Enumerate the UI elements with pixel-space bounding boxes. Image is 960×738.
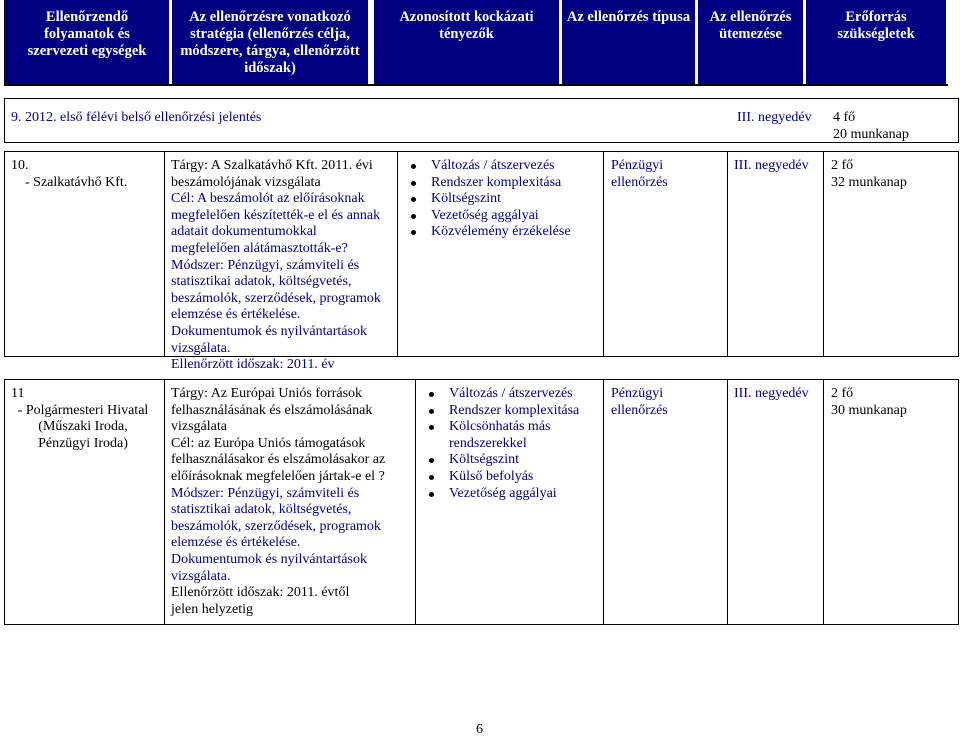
risk-item: Vezetőség aggályai xyxy=(407,208,571,225)
header-risks xyxy=(374,0,559,84)
header-resources-line: Erőforrás xyxy=(845,9,907,25)
row-strategy xyxy=(171,158,381,374)
risk-item: Változás / átszervezés xyxy=(425,386,579,403)
strategy-line: jelen helyzetig xyxy=(171,601,254,617)
strategy-line: megfelelően alátámasztották-e? xyxy=(171,240,348,256)
table-row xyxy=(4,151,959,373)
risk-item: Külső befolyás xyxy=(425,469,579,486)
strategy-line: Cél: A beszámolót az előírásoknak xyxy=(171,191,365,207)
strategy-line: beszámolójának vizsgálata xyxy=(171,174,321,190)
risk-list xyxy=(425,386,579,502)
risk-item: Költségszint xyxy=(407,191,571,208)
header-bottom-border xyxy=(4,84,948,86)
column-divider xyxy=(727,152,728,356)
strategy-line: beszámolók, szerződések, programok xyxy=(171,290,381,306)
header-units-line: szervezeti egységek xyxy=(27,43,147,59)
strategy-line: vizsgálata xyxy=(171,419,227,435)
header-resources xyxy=(806,0,946,84)
strategy-line: Ellenőrzött időszak: 2011. év xyxy=(171,357,335,373)
strategy-line: statisztikai adatok, költségvetés, xyxy=(171,274,352,290)
type-line: Pénzügyi xyxy=(611,386,664,401)
risk-item: Változás / átszervezés xyxy=(407,158,571,175)
strategy-line: felhasználásának és elszámolásának xyxy=(171,402,373,418)
strategy-line: előírásoknak megfelelően jártak-e el ? xyxy=(171,468,385,484)
header-risks-line: tényezők xyxy=(439,26,494,42)
row-type xyxy=(611,158,668,191)
strategy-line: Tárgy: A Szalkatávhő Kft. 2011. évi xyxy=(171,158,373,173)
row-number: 11 xyxy=(11,386,25,401)
header-strategy-line: stratégia (ellenőrzés célja, xyxy=(190,26,350,42)
risk-item: Költségszint xyxy=(425,452,579,469)
column-divider xyxy=(164,152,165,356)
header-risks-line: Azonosított kockázati xyxy=(399,9,534,25)
header-strategy-line: módszere, tárgya, ellenőrzött xyxy=(180,43,360,59)
header-strategy-line: időszak) xyxy=(244,60,296,76)
table-header xyxy=(0,0,948,86)
column-divider xyxy=(397,152,398,356)
resource-line: 32 munkanap xyxy=(831,174,907,190)
row-unit xyxy=(11,158,127,191)
type-line: Pénzügyi xyxy=(611,158,664,173)
strategy-line: beszámolók, szerződések, programok xyxy=(171,518,381,534)
strategy-line: Ellenőrzött időszak: 2011. évtől xyxy=(171,585,350,601)
strategy-line: megfelelően készítették-e el és annak xyxy=(171,207,381,223)
header-type xyxy=(562,0,695,84)
header-schedule-line: ütemezése xyxy=(719,26,782,42)
row-unit-name: Pénzügyi Iroda) xyxy=(38,435,128,451)
type-line: ellenőrzés xyxy=(611,402,668,418)
row-unit-name: (Műszaki Iroda, xyxy=(38,419,128,435)
table-row xyxy=(4,379,959,625)
type-line: ellenőrzés xyxy=(611,174,668,190)
header-units xyxy=(5,0,169,84)
row-strategy xyxy=(171,386,385,618)
strategy-line: vizsgálata. xyxy=(171,340,231,356)
column-divider xyxy=(164,380,165,624)
row-resources xyxy=(831,386,907,419)
section-resource-people: 4 fő xyxy=(833,110,856,125)
header-schedule-line: Az ellenőrzés xyxy=(709,9,792,25)
risk-item: Rendszer komplexitása xyxy=(407,175,571,192)
risk-item: Rendszer komplexitása xyxy=(425,403,579,420)
row-unit-name: - Szalkatávhő Kft. xyxy=(25,174,128,190)
column-divider xyxy=(415,380,416,624)
resource-line: 2 fő xyxy=(831,386,854,401)
strategy-line: Módszer: Pénzügyi, számviteli és xyxy=(171,485,360,501)
section-quarter: III. negyedév xyxy=(737,110,812,125)
header-units-line: Ellenőrzendő xyxy=(45,9,129,25)
strategy-line: Cél: az Európa Uniós támogatások xyxy=(171,435,366,451)
strategy-line: Módszer: Pénzügyi, számviteli és xyxy=(171,257,360,273)
header-type-line: Az ellenőrzés típusa xyxy=(566,9,691,25)
strategy-line: adatait dokumentumokkal xyxy=(171,224,317,240)
row-schedule: III. negyedév xyxy=(734,386,809,401)
resource-line: 2 fő xyxy=(831,158,854,173)
strategy-line: Dokumentumok és nyilvántartások xyxy=(171,323,367,339)
row-unit xyxy=(11,386,155,452)
risk-item: Vezetőség aggályai xyxy=(425,486,579,503)
column-divider xyxy=(603,380,604,624)
risk-item: Kölcsönhatás más xyxy=(425,419,579,436)
risk-item-continuation: rendszerekkel xyxy=(449,435,527,451)
strategy-line: Tárgy: Az Európai Uniós források xyxy=(171,386,363,401)
section-title: 9. 2012. első félévi belső ellenőrzési jelentés xyxy=(11,110,262,125)
resource-line: 30 munkanap xyxy=(831,402,907,418)
row-resources xyxy=(831,158,907,191)
header-units-line: folyamatok és xyxy=(44,26,130,42)
header-strategy xyxy=(172,0,368,84)
strategy-line: elemzése és értékelése. xyxy=(171,307,301,323)
row-schedule: III. negyedév xyxy=(734,158,809,173)
section-resource-days: 20 munkanap xyxy=(833,127,909,142)
strategy-line: elemzése és értékelése. xyxy=(171,535,301,551)
column-divider xyxy=(727,380,728,624)
column-divider xyxy=(823,380,824,624)
risk-item: Közvélemény érzékelése xyxy=(407,224,571,241)
strategy-line: felhasználásakor és elszámolásakor az xyxy=(171,452,386,468)
column-divider xyxy=(823,152,824,356)
header-strategy-line: Az ellenőrzésre vonatkozó xyxy=(189,9,351,25)
strategy-line: vizsgálata. xyxy=(171,568,231,584)
row-number: 10. xyxy=(11,158,29,173)
strategy-line: Dokumentumok és nyilvántartások xyxy=(171,551,367,567)
risk-list xyxy=(407,158,571,241)
row-type xyxy=(611,386,668,419)
row-unit-name: - Polgármesteri Hivatal xyxy=(17,402,149,418)
header-resources-line: szükségletek xyxy=(837,26,915,42)
header-schedule xyxy=(698,0,803,84)
strategy-line: statisztikai adatok, költségvetés, xyxy=(171,502,352,518)
section-bar xyxy=(4,98,959,143)
page-number: 6 xyxy=(476,722,483,737)
column-divider xyxy=(603,152,604,356)
